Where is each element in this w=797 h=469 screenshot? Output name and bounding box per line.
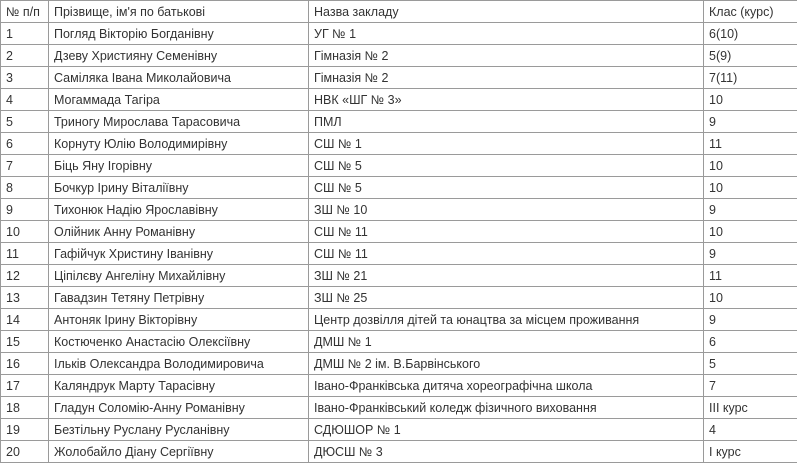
cell-number: 20 — [1, 441, 49, 463]
cell-number: 11 — [1, 243, 49, 265]
cell-institution: ЗШ № 21 — [309, 265, 704, 287]
cell-institution: СШ № 11 — [309, 243, 704, 265]
cell-number: 1 — [1, 23, 49, 45]
cell-grade: 10 — [704, 177, 797, 199]
table-row — [1, 375, 797, 397]
cell-number: 10 — [1, 221, 49, 243]
cell-full-name: Тихонюк Надію Ярославівну — [49, 199, 309, 221]
cell-grade: 11 — [704, 133, 797, 155]
cell-full-name: Гладун Соломію-Анну Романівну — [49, 397, 309, 419]
cell-number: 4 — [1, 89, 49, 111]
cell-institution: СШ № 11 — [309, 221, 704, 243]
header-number: № п/п — [1, 1, 49, 23]
cell-grade: 9 — [704, 309, 797, 331]
cell-number: 15 — [1, 331, 49, 353]
table-row — [1, 111, 797, 133]
header-full-name: Прізвище, ім'я по батькові — [49, 1, 309, 23]
cell-full-name: Каляндрук Марту Тарасівну — [49, 375, 309, 397]
table-row — [1, 419, 797, 441]
cell-institution: УГ № 1 — [309, 23, 704, 45]
cell-grade: 5 — [704, 353, 797, 375]
cell-full-name: Гавадзин Тетяну Петрівну — [49, 287, 309, 309]
table-row — [1, 155, 797, 177]
cell-institution: СШ № 1 — [309, 133, 704, 155]
table-row — [1, 89, 797, 111]
cell-institution: ЗШ № 25 — [309, 287, 704, 309]
cell-full-name: Біць Яну Ігорівну — [49, 155, 309, 177]
cell-full-name: Гафійчук Христину Іванівну — [49, 243, 309, 265]
cell-grade: 10 — [704, 89, 797, 111]
cell-institution: Гімназія № 2 — [309, 67, 704, 89]
cell-grade: 10 — [704, 221, 797, 243]
cell-number: 14 — [1, 309, 49, 331]
cell-grade: 7(11) — [704, 67, 797, 89]
cell-full-name: Могаммада Тагіра — [49, 89, 309, 111]
cell-institution: ПМЛ — [309, 111, 704, 133]
cell-grade: 9 — [704, 199, 797, 221]
cell-grade: 5(9) — [704, 45, 797, 67]
cell-number: 13 — [1, 287, 49, 309]
cell-grade: 6 — [704, 331, 797, 353]
table-row — [1, 287, 797, 309]
table-row — [1, 199, 797, 221]
cell-institution: НВК «ШГ № 3» — [309, 89, 704, 111]
cell-full-name: Жолобайло Діану Сергіївну — [49, 441, 309, 463]
cell-number: 16 — [1, 353, 49, 375]
cell-full-name: Олійник Анну Романівну — [49, 221, 309, 243]
table-row — [1, 221, 797, 243]
cell-grade: ІІІ курс — [704, 397, 797, 419]
cell-grade: 6(10) — [704, 23, 797, 45]
cell-number: 19 — [1, 419, 49, 441]
cell-institution: ЗШ № 10 — [309, 199, 704, 221]
cell-institution: Івано-Франківська дитяча хореографічна школа — [309, 375, 704, 397]
table-body — [1, 23, 797, 463]
table-row — [1, 309, 797, 331]
header-grade: Клас (курс) — [704, 1, 797, 23]
cell-number: 5 — [1, 111, 49, 133]
cell-number: 8 — [1, 177, 49, 199]
table-row — [1, 331, 797, 353]
table-header-row — [1, 1, 797, 23]
cell-number: 18 — [1, 397, 49, 419]
cell-institution: ДМШ № 2 ім. В.Барвінського — [309, 353, 704, 375]
table-row — [1, 45, 797, 67]
cell-number: 2 — [1, 45, 49, 67]
table-row — [1, 23, 797, 45]
table-row — [1, 67, 797, 89]
cell-full-name: Погляд Вікторію Богданівну — [49, 23, 309, 45]
cell-institution: Гімназія № 2 — [309, 45, 704, 67]
table-row — [1, 243, 797, 265]
cell-number: 9 — [1, 199, 49, 221]
cell-grade: 10 — [704, 287, 797, 309]
cell-institution: СШ № 5 — [309, 177, 704, 199]
cell-number: 3 — [1, 67, 49, 89]
cell-number: 17 — [1, 375, 49, 397]
table-row — [1, 265, 797, 287]
cell-number: 7 — [1, 155, 49, 177]
table-row — [1, 397, 797, 419]
cell-full-name: Корнуту Юлію Володимирівну — [49, 133, 309, 155]
cell-grade: 11 — [704, 265, 797, 287]
cell-full-name: Дзеву Християну Семенівну — [49, 45, 309, 67]
cell-institution: Івано-Франківський коледж фізичного виховання — [309, 397, 704, 419]
cell-full-name: Ціпілєву Ангеліну Михайлівну — [49, 265, 309, 287]
cell-institution: Центр дозвілля дітей та юнацтва за місцем проживання — [309, 309, 704, 331]
cell-institution: ДМШ № 1 — [309, 331, 704, 353]
cell-institution: ДЮСШ № 3 — [309, 441, 704, 463]
cell-grade: 7 — [704, 375, 797, 397]
table-row — [1, 133, 797, 155]
cell-grade: 9 — [704, 111, 797, 133]
table-row — [1, 353, 797, 375]
cell-institution: СДЮШОР № 1 — [309, 419, 704, 441]
cell-institution: СШ № 5 — [309, 155, 704, 177]
cell-grade: 4 — [704, 419, 797, 441]
cell-full-name: Антоняк Ірину Вікторівну — [49, 309, 309, 331]
cell-number: 6 — [1, 133, 49, 155]
header-institution: Назва закладу — [309, 1, 704, 23]
table-row — [1, 441, 797, 463]
cell-full-name: Триногу Мирослава Тарасовича — [49, 111, 309, 133]
cell-grade: 9 — [704, 243, 797, 265]
cell-grade: І курс — [704, 441, 797, 463]
cell-full-name: Ільків Олександра Володимировича — [49, 353, 309, 375]
table-row — [1, 177, 797, 199]
cell-full-name: Саміляка Івана Миколайовича — [49, 67, 309, 89]
cell-full-name: Бочкур Ірину Віталіївну — [49, 177, 309, 199]
cell-grade: 10 — [704, 155, 797, 177]
cell-full-name: Безтільну Руслану Русланівну — [49, 419, 309, 441]
cell-full-name: Костюченко Анастасію Олексіївну — [49, 331, 309, 353]
cell-number: 12 — [1, 265, 49, 287]
